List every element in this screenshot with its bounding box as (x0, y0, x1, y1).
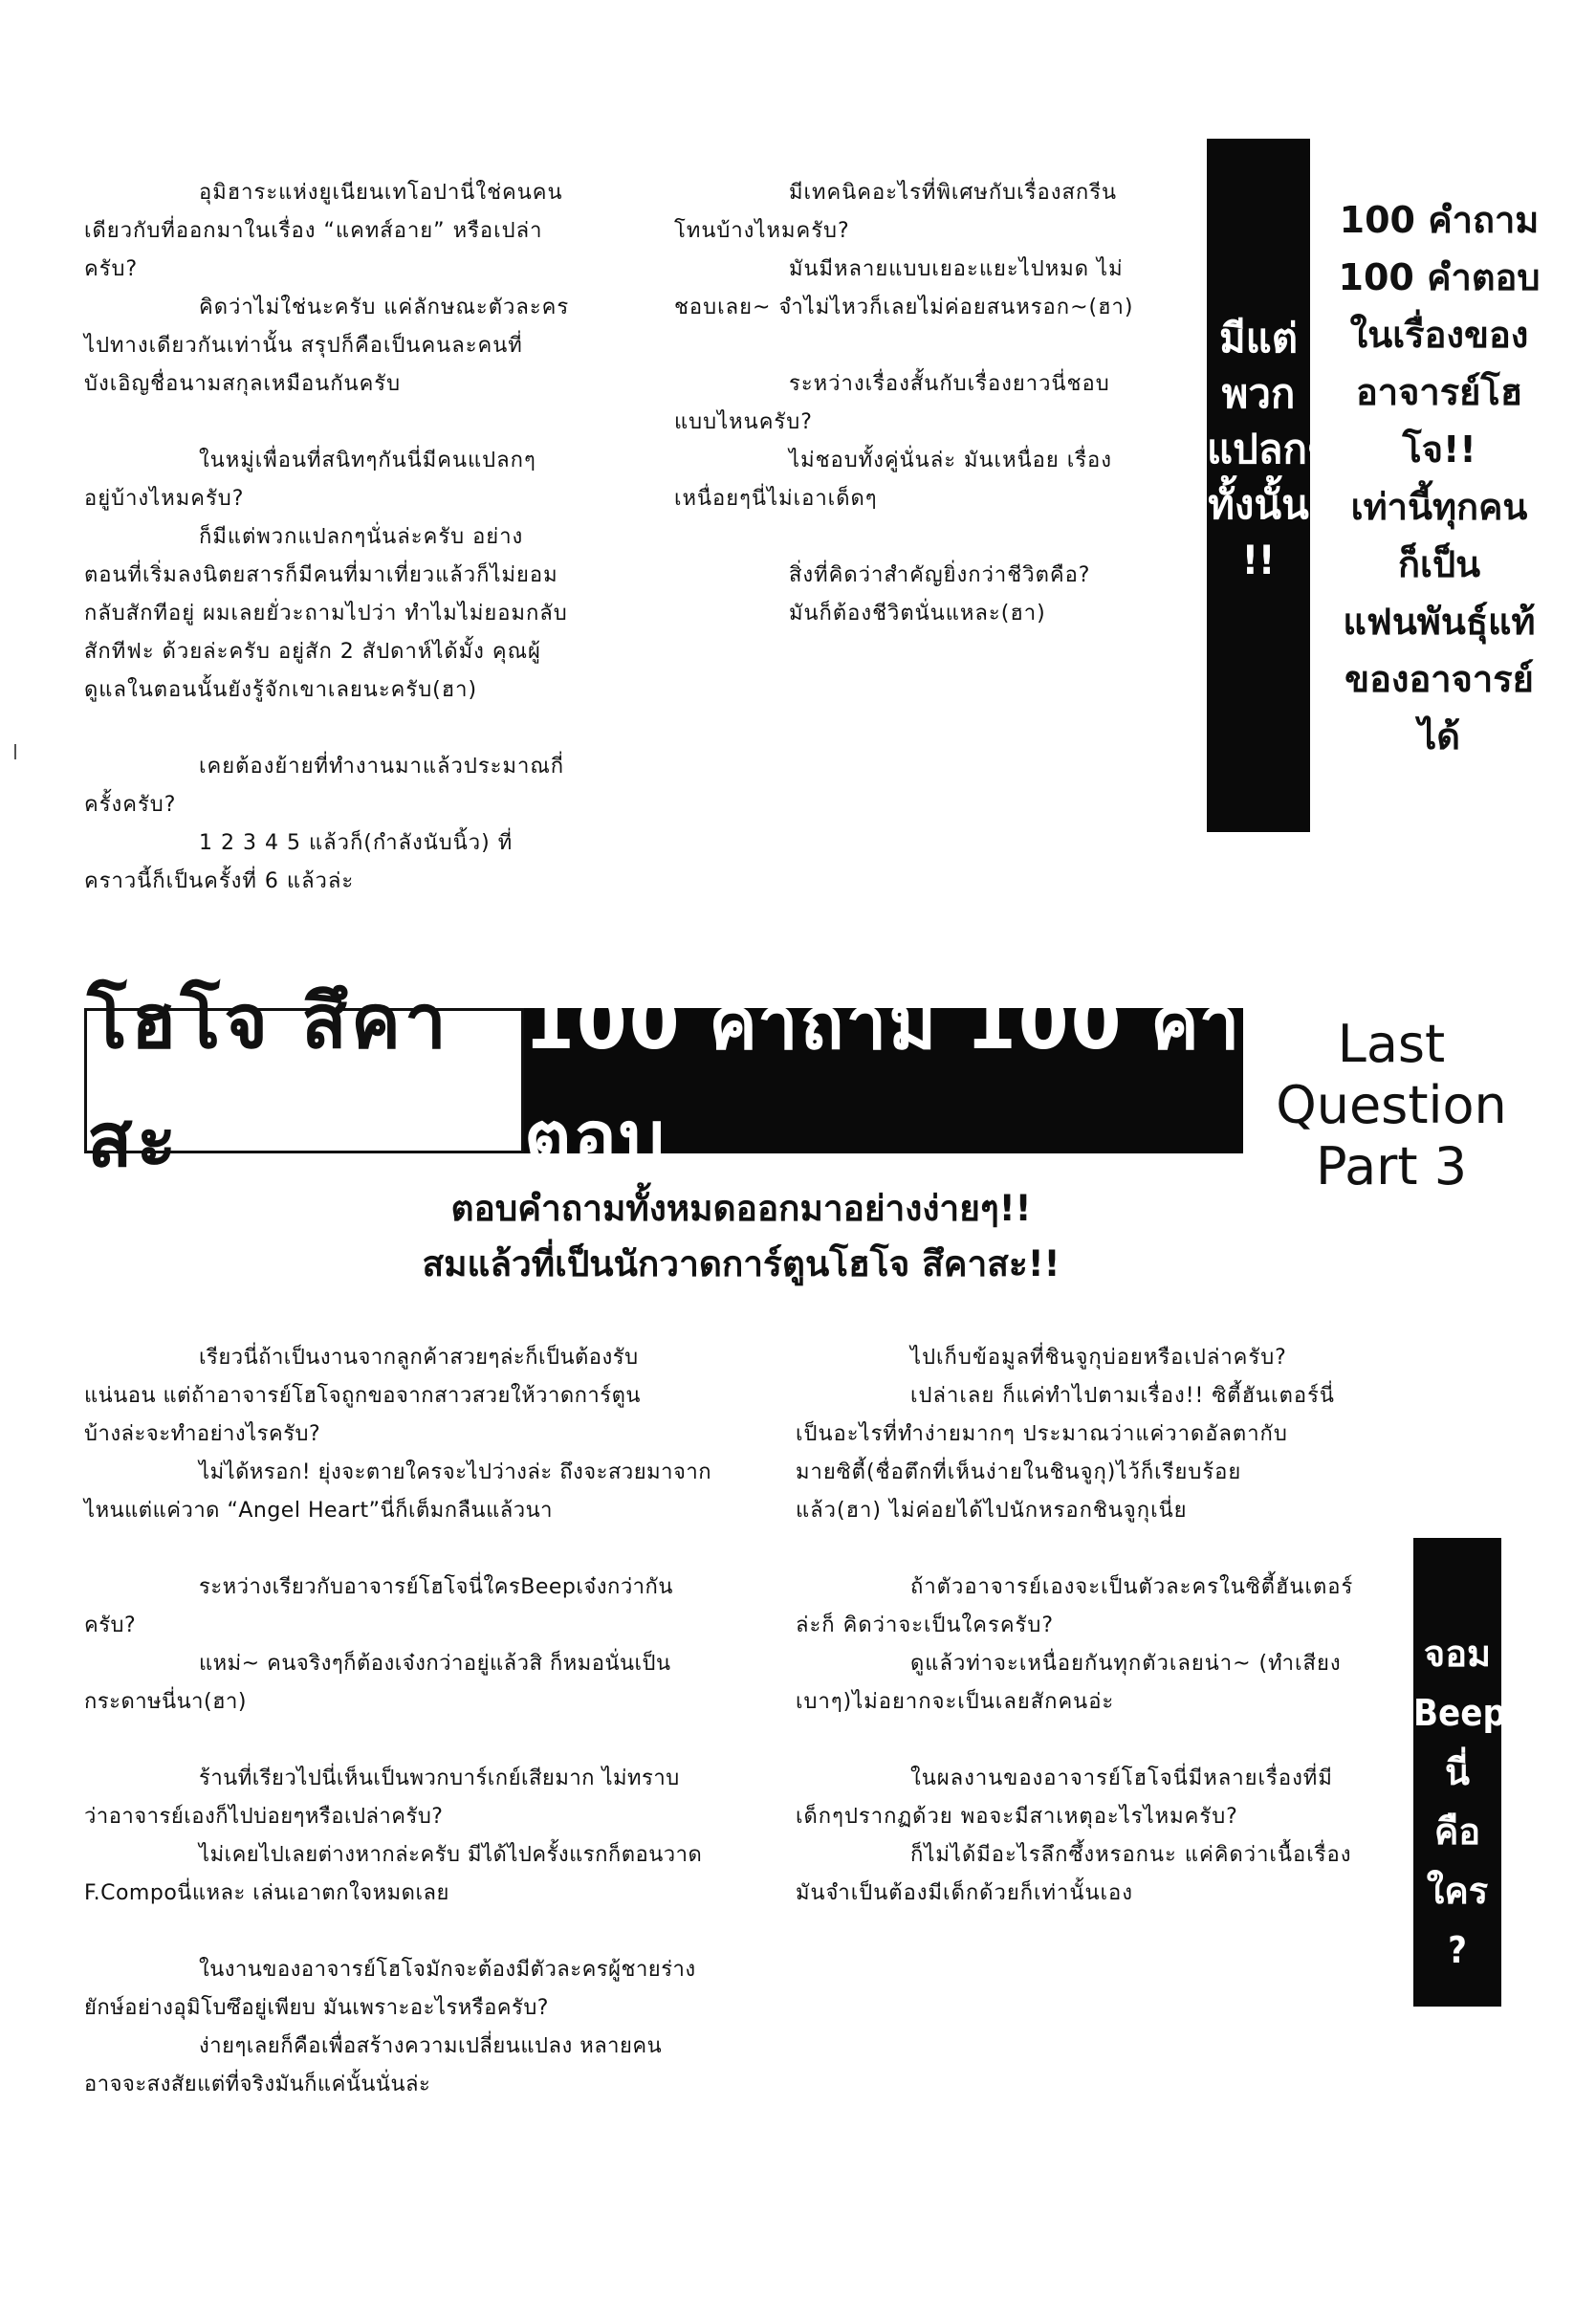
author-name: โฮโจ สึคาสะ (87, 979, 450, 1184)
side-caption-line: ของอาจารย์ (1345, 658, 1534, 700)
text-line: สิ่งที่คิดว่าสำคัญยิ่งกว่าชีวิตคือ? (789, 563, 1091, 587)
text-line: ระหว่างเรื่องสั้นกับเรื่องยาวนี่ชอบ (789, 372, 1110, 396)
top-right-column (674, 174, 1210, 633)
text-line: ชอบเลย~ จำไม่ไหวก็เลยไม่ค่อยสนหรอก~(ฮา) (674, 296, 1134, 319)
headline-line-1: ตอบคำถามทั้งหมดออกมาอย่างง่ายๆ!! (450, 1188, 1032, 1229)
text-line: เคยต้องย้ายที่ทำงานมาแล้วประมาณกี่ (199, 755, 565, 779)
text-line: ง่ายๆเลยก็คือเพื่อสร้างความเปลี่ยนแปลง หลายคน (199, 2034, 663, 2058)
text-line: โทนบ้างไหมครับ? (674, 219, 850, 243)
headline-line-2: สมแล้วที่เป็นนักวาดการ์ตูนโฮโจ สึคาสะ!! (422, 1243, 1060, 1284)
text-line: มีเทคนิคอะไรที่พิเศษกับเรื่องสกรีน (789, 181, 1118, 205)
text-line: เบาๆ)ไม่อยากจะเป็นเลยสักคนอ่ะ (796, 1690, 1115, 1714)
text-line: ก็มีแต่พวกแปลกๆนั่นล่ะครับ อย่าง (199, 525, 524, 549)
side-caption-line: 100 คำตอบ (1338, 256, 1541, 298)
text-line: มันจำเป็นต้องมีเด็กด้วยก็เท่านั้นเอง (796, 1881, 1133, 1905)
text-line: อาจจะสงสัยแต่ที่จริงมันก็แค่นั้นนั่นล่ะ (84, 2073, 431, 2096)
side-bar-top-line: มีแต่ (1218, 315, 1299, 362)
side-bar-top-line: แปลกๆ (1207, 426, 1329, 472)
text-line: เหนื่อยๆนี่ไม่เอาเด็ดๆ (674, 487, 878, 511)
paragraph-gap (84, 1722, 773, 1760)
text-line: ในหมู่เพื่อนที่สนิทๆกันนี่มีคนแปลกๆ (199, 449, 536, 472)
side-caption-line: ได้ (1418, 715, 1460, 757)
text-line: เด็กๆปรากฏด้วย พอจะมีสาเหตุอะไรไหมครับ? (796, 1805, 1238, 1829)
text-line: ดูแลในตอนนั้นยังรู้จักเขาเลยนะครับ(ฮา) (84, 678, 478, 702)
text-line: ไปเก็บข้อมูลที่ชินจูกุบ่อยหรือเปล่าครับ? (910, 1346, 1287, 1370)
text-line: ไหนแต่แค่วาด “Angel Heart”นี่ก็เต็มกลืนแล้วนา (84, 1499, 553, 1523)
side-caption-line: ในเรื่องของ (1349, 314, 1529, 356)
side-caption-line: เท่านี้ทุกคน (1350, 486, 1528, 528)
side-bar-bottom (1413, 1538, 1506, 2007)
paragraph-gap (674, 327, 1210, 365)
last-question-line-1: Last Question (1276, 1014, 1507, 1135)
paragraph-gap (84, 404, 677, 442)
side-caption-line: ก็เป็น (1397, 543, 1481, 585)
text-line: ไปทางเดียวกันเท่านั้น สรุปก็คือเป็นคนละคนที่ (84, 334, 523, 358)
text-line: F.Compoนี่แหละ เล่นเอาตกใจหมดเลย (84, 1881, 449, 1905)
text-line: คราวนี้ก็เป็นครั้งที่ 6 แล้วล่ะ (84, 869, 355, 893)
text-line: มายซิตี้(ชื่อตึกที่เห็นง่ายในชินจูกุ)ไว้ก็เรียบร้อย (796, 1460, 1242, 1484)
text-line: ตอนที่เริ่มลงนิตยสารก็มีคนที่มาเที่ยวแล้วก็ไม่ยอม (84, 563, 558, 587)
text-line: ครับ? (84, 1613, 137, 1637)
text-line: เดียวกับที่ออกมาในเรื่อง “แคทส์อาย” หรือเปล่า (84, 219, 543, 243)
text-line: กระดาษนี่นา(ฮา) (84, 1690, 247, 1714)
side-bar-bottom-line: ใคร (1426, 1870, 1489, 1912)
paragraph-gap (84, 710, 677, 748)
paragraph-gap (674, 518, 1210, 557)
text-line: กลับสักทีอยู่ ผมเลยยั่วะถามไปว่า ทำไมไม่ยอมกลับ (84, 602, 568, 625)
side-caption-line: อาจารย์โฮโจ!! (1355, 371, 1523, 471)
text-line: ไม่ชอบทั้งคู่นั่นล่ะ มันเหนื่อย เรื่อง (789, 449, 1112, 472)
text-line: อุมิฮาระแห่งยูเนียนเทโอปานี่ใช่คนคน (199, 181, 563, 205)
text-line: แบบไหนครับ? (674, 410, 813, 434)
paragraph-gap (84, 1913, 773, 1951)
author-name-banner (84, 979, 524, 1184)
text-line: 1 2 3 4 5 แล้วก็(กำลังนับนิ้ว) ที่ (199, 831, 514, 855)
text-line: ล่ะก็ คิดว่าจะเป็นใครครับ? (796, 1613, 1055, 1637)
title-banner (524, 980, 1243, 1180)
text-line: สักทีฟะ ด้วยล่ะครับ อยู่สัก 2 สัปดาห์ได้มั้ง คุณผู้ (84, 640, 541, 664)
text-line: ถ้าตัวอาจารย์เองจะเป็นตัวละครในซิตี้ฮันเตอร์ (910, 1575, 1354, 1599)
text-line: ไม่ได้หรอก! ยุ่งจะตายใครจะไปว่างล่ะ ถึงจะสวยมาจาก (199, 1460, 712, 1484)
text-line: ร้านที่เรียวไปนี่เห็นเป็นพวกบาร์เกย์เสียมาก ไม่ทราบ (199, 1766, 680, 1790)
text-line: ในผลงานของอาจารย์โฮโจนี่มีหลายเรื่องที่มี (910, 1766, 1333, 1790)
side-bar-bottom-line: ? (1448, 1929, 1467, 1971)
side-bar-bottom-line: จอม (1423, 1633, 1492, 1675)
text-line: ครับ? (84, 257, 139, 281)
text-line: มันก็ต้องชีวิตนั่นแหละ(ฮา) (789, 602, 1046, 625)
text-line: ว่าอาจารย์เองก็ไปบ่อยๆหรือเปล่าครับ? (84, 1805, 444, 1829)
margin-mark (14, 744, 16, 759)
side-caption-line: แฟนพันธุ์แท้ (1343, 601, 1536, 643)
paragraph-gap (84, 1530, 773, 1569)
text-line: ในงานของอาจารย์โฮโจมักจะต้องมีตัวละครผู้ชายร่าง (199, 1958, 696, 1982)
text-line: แล้ว(ฮา) ไม่ค่อยได้ไปนักหรอกชินจูกุเนี่ย (796, 1499, 1188, 1523)
text-line: ระหว่างเรียวกับอาจารย์โฮโจนี่ใครBeepเจ๋งกว่ากัน (199, 1575, 673, 1599)
text-line: แน่นอน แต่ถ้าอาจารย์โฮโจถูกขอจากสาวสวยให้วาดการ์ตูน (84, 1384, 641, 1408)
side-bar-bottom-line: นี่ (1445, 1751, 1470, 1793)
text-line: เรียวนี่ถ้าเป็นงานจากลูกค้าสวยๆล่ะก็เป็นต้องรับ (199, 1346, 639, 1370)
side-bar-top-line: !! (1241, 537, 1276, 583)
text-line: ก็ไม่ได้มีอะไรลึกซึ้งหรอกนะ แค่คิดว่าเนื้อเรื่อง (910, 1843, 1352, 1867)
text-line: มันมีหลายแบบเยอะแยะไปหมด ไม่ (789, 257, 1124, 281)
bottom-left-column (84, 1339, 773, 2104)
banner-title: 100 คำถาม 100 คำตอบ (524, 980, 1242, 1180)
side-bar-bottom-line: Beep (1413, 1692, 1506, 1734)
top-left-column (84, 174, 677, 901)
text-line: เป็นอะไรที่ทำง่ายมากๆ ประมาณว่าแค่วาดอัลตากับ (796, 1422, 1288, 1446)
side-caption-line: 100 คำถาม (1339, 199, 1540, 241)
last-question-label (1253, 1014, 1530, 1197)
side-bar-top-line: พวก (1221, 370, 1296, 417)
side-caption (1320, 191, 1559, 765)
text-line: บังเอิญชื่อนามสกุลเหมือนกันครับ (84, 372, 402, 396)
text-line: ดูแล้วท่าจะเหนื่อยกันทุกตัวเลยน่า~ (ทำเสียง (910, 1652, 1342, 1676)
text-line: เปล่าเลย ก็แค่ทำไปตามเรื่อง!! ซิตี้ฮันเตอร์นี่ (910, 1384, 1335, 1408)
text-line: ไม่เคยไปเลยต่างหากล่ะครับ มีได้ไปครั้งแรกก็ตอนวาด (199, 1843, 703, 1867)
side-bar-bottom-line: คือ (1433, 1810, 1481, 1853)
paragraph-gap (796, 1722, 1408, 1760)
side-bar-top-line: ทั้งนั้น (1208, 481, 1309, 528)
text-line: บ้างล่ะจะทำอย่างไรครับ? (84, 1422, 321, 1446)
text-line: ยักษ์อย่างอุมิโบซึอยู่เพียบ มันเพราะอะไรหรือครับ? (84, 1996, 549, 2020)
paragraph-gap (796, 1530, 1408, 1569)
text-line: ครั้งครับ? (84, 793, 177, 817)
text-line: อยู่บ้างไหมครับ? (84, 487, 245, 511)
text-line: แหม่~ คนจริงๆก็ต้องเจ๋งกว่าอยู่แล้วสิ ก็หมอนั่นเป็น (199, 1652, 671, 1676)
headline (287, 1181, 1195, 1292)
bottom-right-column (796, 1339, 1408, 1913)
last-question-line-2: Part 3 (1315, 1136, 1468, 1196)
side-bar-top (1207, 139, 1329, 832)
text-line: คิดว่าไม่ใช่นะครับ แค่ลักษณะตัวละคร (199, 296, 570, 319)
